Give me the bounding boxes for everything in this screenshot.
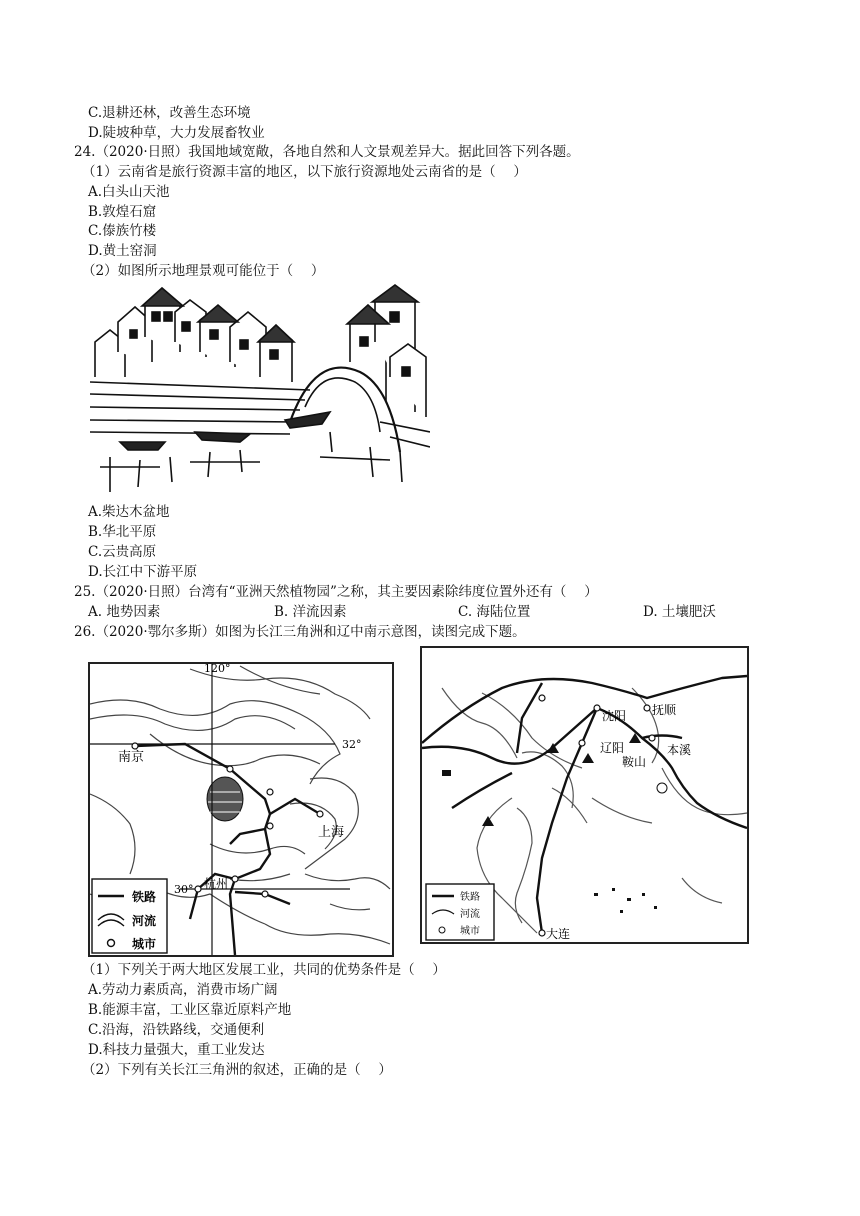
question-26-stem: 26.（2020·鄂尔多斯）如图为长江三角洲和辽中南示意图，读图完成下题。	[74, 624, 526, 640]
question-24-stem: 24.（2020·日照）我国地域宽敞，各地自然和人文景观差异大。据此回答下列各题。	[74, 144, 580, 160]
lat-32-label: 32°	[342, 738, 362, 751]
option-d-q23: D.陡坡种草，大力发展畜牧业	[88, 125, 265, 141]
hangzhou-label: 杭州	[204, 877, 229, 891]
option-d-25: D. 土壤肥沃	[643, 604, 716, 620]
benxi-label: 本溪	[667, 743, 692, 757]
option-b-24-1: B.敦煌石窟	[88, 204, 157, 220]
option-d-24-2: D.长江中下游平原	[88, 564, 198, 580]
option-b-26-1: B.能源丰富，工业区靠近原料产地	[88, 1002, 292, 1018]
shanghai-label: 上海	[318, 825, 345, 840]
liaoyang-label: 辽阳	[600, 741, 625, 755]
lat-30-label: 30°	[174, 883, 194, 896]
dalian-label: 大连	[546, 927, 571, 941]
legend-river-label: 河流	[132, 914, 157, 928]
nanjing-label: 南京	[118, 750, 145, 765]
anshan-label: 鞍山	[622, 755, 647, 769]
option-a-24-1: A.白头山天池	[88, 184, 170, 200]
map2-legend-rail-label: 铁路	[460, 892, 480, 903]
option-a-26-1: A.劳动力素质高，消费市场广阔	[88, 982, 278, 998]
option-b-24-2: B.华北平原	[88, 524, 157, 540]
question-25-stem: 25.（2020·日照）台湾有“亚洲天然植物园”之称，其主要因素除纬度位置外还有（ ）	[74, 584, 598, 600]
option-d-26-1: D.科技力量强大，重工业发达	[88, 1042, 265, 1058]
question-26-1: （1）下列关于两大地区发展工业，共同的优势条件是（ ）	[82, 962, 446, 978]
option-b-25: B. 洋流因素	[274, 604, 347, 620]
lon-120-label: 120°	[204, 664, 231, 675]
option-c-26-1: C.沿海，沿铁路线，交通便利	[88, 1022, 265, 1038]
option-c-24-2: C.云贵高原	[88, 544, 157, 560]
water-town-illustration	[90, 282, 430, 497]
map2-legend-river-label: 河流	[460, 909, 480, 920]
option-d-24-1: D.黄土窑洞	[88, 243, 157, 259]
map2-legend-city-label: 城市	[460, 926, 480, 937]
option-c-q23: C.退耕还林，改善生态环境	[88, 105, 251, 121]
yangtze-delta-map	[88, 662, 394, 957]
option-a-24-2: A.柴达木盆地	[88, 504, 170, 520]
option-c-25: C. 海陆位置	[458, 604, 531, 620]
option-a-25: A. 地势因素	[88, 604, 161, 620]
liaozhongnan-map	[420, 646, 749, 944]
question-24-2: （2）如图所示地理景观可能位于（ ）	[82, 263, 325, 279]
question-26-2: （2）下列有关长江三角洲的叙述，正确的是（ ）	[82, 1062, 392, 1078]
option-c-24-1: C.傣族竹楼	[88, 223, 157, 239]
legend-rail-label: 铁路	[132, 890, 157, 904]
fushun-label: 抚顺	[652, 703, 677, 717]
shenyang-label: 沈阳	[602, 709, 627, 723]
legend-city-label: 城市	[132, 937, 157, 951]
question-24-1: （1）云南省是旅行资源丰富的地区，以下旅行资源地处云南省的是（ ）	[82, 164, 527, 180]
